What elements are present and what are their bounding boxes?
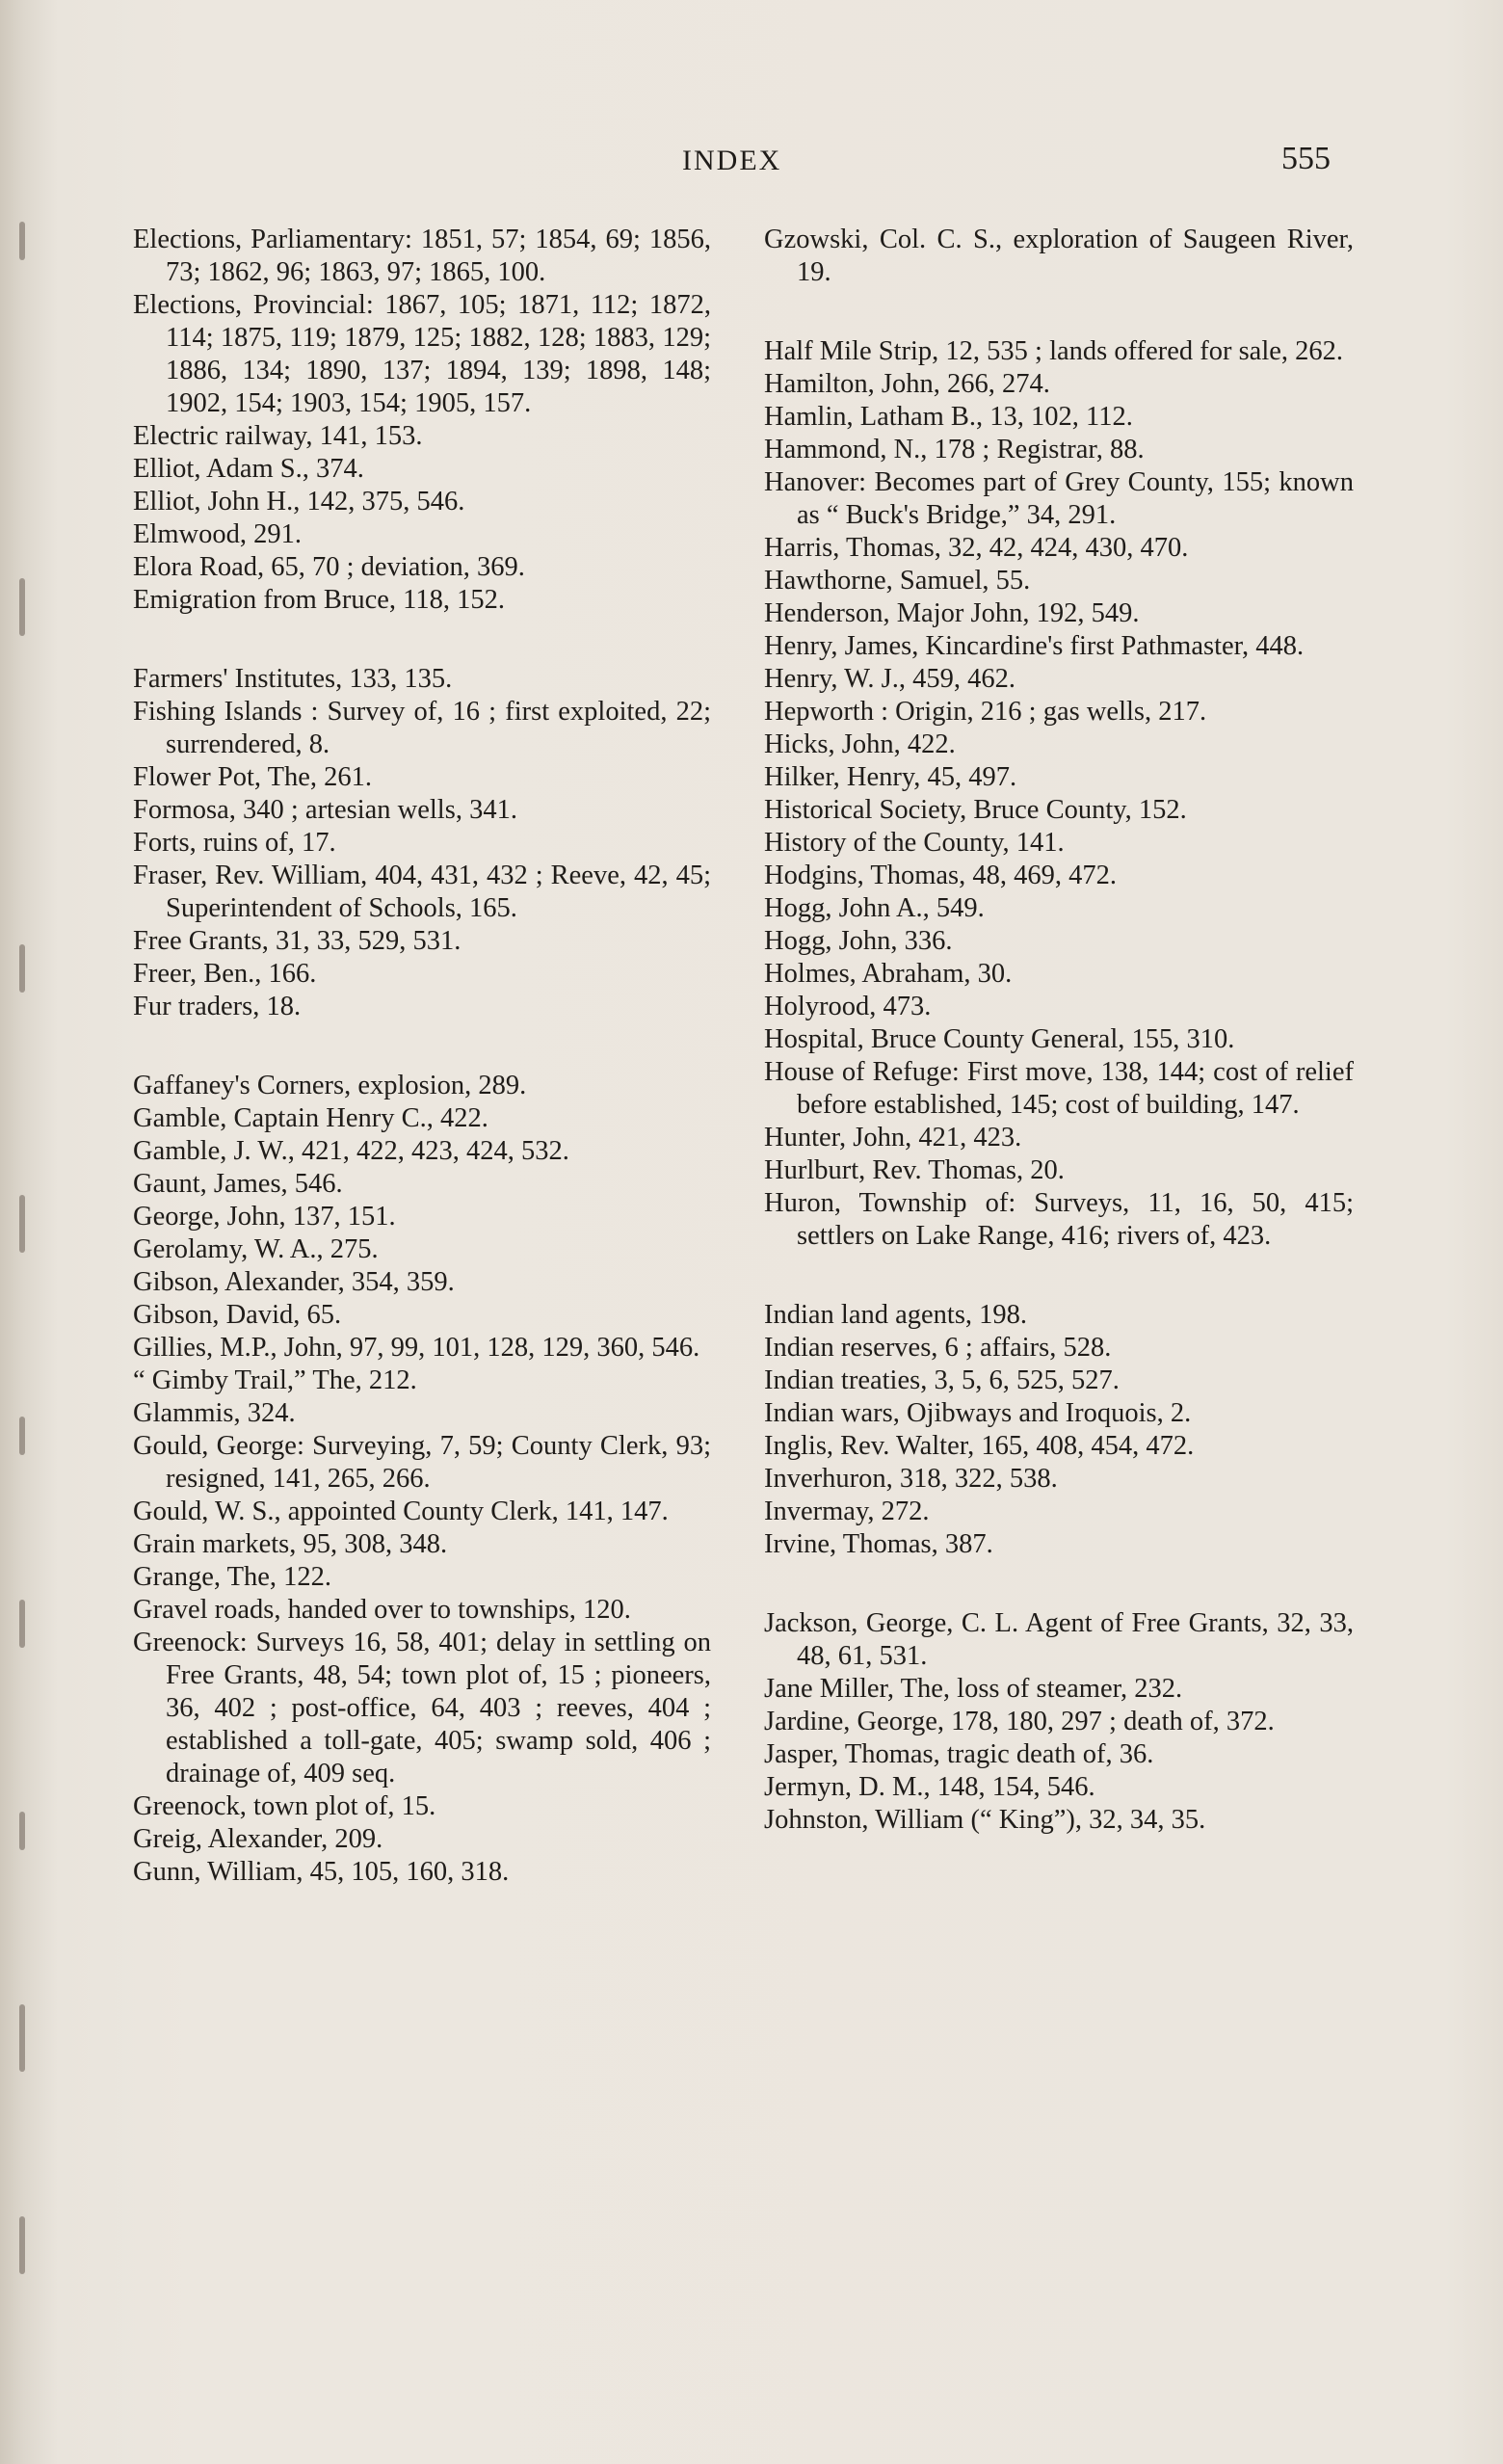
index-entry: Hunter, John, 421, 423. <box>764 1123 1022 1153</box>
index-entry: Holyrood, 473. <box>764 992 932 1021</box>
index-entry: Hurlburt, Rev. Thomas, 20. <box>764 1155 1065 1185</box>
index-entry: Fraser, Rev. William, 404, 431, 432 ; Reeve, 42, 45; Superintendent of Schools, 165. <box>133 861 711 923</box>
index-entry: Grange, The, 122. <box>133 1562 332 1592</box>
index-entry: Hamlin, Latham B., 13, 102, 112. <box>764 402 1133 432</box>
index-entry: Indian wars, Ojibways and Iroquois, 2. <box>764 1398 1192 1428</box>
index-entry: Emigration from Bruce, 118, 152. <box>133 585 505 615</box>
index-entry: Half Mile Strip, 12, 535 ; lands offered for sale, 262. <box>764 336 1344 366</box>
index-entry: Fur traders, 18. <box>133 992 302 1021</box>
index-entry: Jasper, Thomas, tragic death of, 36. <box>764 1739 1154 1769</box>
section-gap <box>133 617 711 663</box>
running-head <box>0 141 1503 183</box>
index-entry: Hilker, Henry, 45, 497. <box>764 762 1017 792</box>
index-entry: Gaunt, James, 546. <box>133 1169 343 1199</box>
index-column-left <box>133 224 711 1889</box>
index-entry: Gravel roads, handed over to townships, 120. <box>133 1595 631 1625</box>
section-gap <box>764 1253 1354 1299</box>
index-entry: Glammis, 324. <box>133 1398 296 1428</box>
index-entry: Flower Pot, The, 261. <box>133 762 373 792</box>
index-entry: Greig, Alexander, 209. <box>133 1824 383 1854</box>
index-entry: Gaffaney's Corners, explosion, 289. <box>133 1071 527 1100</box>
index-entry: Elliot, John H., 142, 375, 546. <box>133 487 465 517</box>
index-entry: Harris, Thomas, 32, 42, 424, 430, 470. <box>764 533 1189 563</box>
index-entry: Jermyn, D. M., 148, 154, 546. <box>764 1772 1095 1802</box>
index-entry: Grain markets, 95, 308, 348. <box>133 1529 448 1559</box>
index-entry: Forts, ruins of, 17. <box>133 828 336 858</box>
index-entry: Fishing Islands : Survey of, 16 ; first exploited, 22; surrendered, 8. <box>133 697 711 759</box>
index-entry: Hanover: Becomes part of Grey County, 155; known as “ Buck's Bridge,” 34, 291. <box>764 467 1354 530</box>
page-title: INDEX <box>682 145 782 176</box>
index-entry: Electric railway, 141, 153. <box>133 421 423 451</box>
index-column-right <box>764 224 1354 1837</box>
page-number: 555 <box>1281 141 1331 176</box>
index-entry: Johnston, William (“ King”), 32, 34, 35. <box>764 1805 1206 1835</box>
index-entry: Indian reserves, 6 ; affairs, 528. <box>764 1333 1112 1363</box>
index-entry: Hicks, John, 422. <box>764 729 956 759</box>
index-entry: Invermay, 272. <box>764 1497 930 1526</box>
index-entry: Gould, W. S., appointed County Clerk, 141, 147. <box>133 1497 669 1526</box>
index-entry: Indian treaties, 3, 5, 6, 525, 527. <box>764 1365 1120 1395</box>
index-entry: Hammond, N., 178 ; Registrar, 88. <box>764 435 1145 464</box>
index-entry: Gillies, M.P., John, 97, 99, 101, 128, 129, 360, 546. <box>133 1333 700 1363</box>
index-entry: Gibson, David, 65. <box>133 1300 342 1330</box>
index-entry: Gerolamy, W. A., 275. <box>133 1234 379 1264</box>
index-entry: Gibson, Alexander, 354, 359. <box>133 1267 455 1297</box>
index-entry: Gunn, William, 45, 105, 160, 318. <box>133 1857 510 1887</box>
index-entry: Hospital, Bruce County General, 155, 310. <box>764 1024 1235 1054</box>
index-entry: Elliot, Adam S., 374. <box>133 454 364 484</box>
index-entry: Irvine, Thomas, 387. <box>764 1529 993 1559</box>
index-entry: History of the County, 141. <box>764 828 1065 858</box>
index-entry: Greenock, town plot of, 15. <box>133 1791 436 1821</box>
index-entry: Indian land agents, 198. <box>764 1300 1028 1330</box>
index-entry: George, John, 137, 151. <box>133 1202 396 1232</box>
index-entry: Gould, George: Surveying, 7, 59; County Clerk, 93; resigned, 141, 265, 266. <box>133 1431 711 1494</box>
index-entry: Jackson, George, C. L. Agent of Free Grants, 32, 33, 48, 61, 531. <box>764 1608 1354 1671</box>
index-entry: “ Gimby Trail,” The, 212. <box>133 1365 417 1395</box>
index-entry: Henderson, Major John, 192, 549. <box>764 598 1140 628</box>
index-entry: Free Grants, 31, 33, 529, 531. <box>133 926 461 956</box>
index-entry: Freer, Ben., 166. <box>133 959 317 989</box>
index-entry: Hogg, John, 336. <box>764 926 953 956</box>
index-entry: Inverhuron, 318, 322, 538. <box>764 1464 1058 1494</box>
binding-gutter <box>0 0 67 2464</box>
section-gap <box>764 1561 1354 1607</box>
index-entry: Formosa, 340 ; artesian wells, 341. <box>133 795 517 825</box>
index-entry: Gzowski, Col. C. S., exploration of Saugeen River, 19. <box>764 225 1354 287</box>
index-entry: Hawthorne, Samuel, 55. <box>764 566 1031 596</box>
index-entry: Hogg, John A., 549. <box>764 893 985 923</box>
index-entry: Farmers' Institutes, 133, 135. <box>133 664 453 694</box>
index-entry: Hamilton, John, 266, 274. <box>764 369 1050 399</box>
index-entry: House of Refuge: First move, 138, 144; cost of relief before established, 145; cost of building, 147. <box>764 1057 1354 1120</box>
index-entry: Greenock: Surveys 16, 58, 401; delay in settling on Free Grants, 48, 54; town plot of, 15 ; pioneers, 36, 402 ; post-office, 64, 403 ; reeves, 404 ; established a toll-gate, 405; swamp sold, 406 ; drainage of, 409 seq. <box>133 1628 711 1788</box>
index-entry: Jardine, George, 178, 180, 297 ; death of, 372. <box>764 1707 1275 1736</box>
index-entry: Historical Society, Bruce County, 152. <box>764 795 1187 825</box>
index-entry: Jane Miller, The, loss of steamer, 232. <box>764 1674 1183 1704</box>
index-entry: Hepworth : Origin, 216 ; gas wells, 217. <box>764 697 1207 727</box>
index-entry: Elora Road, 65, 70 ; deviation, 369. <box>133 552 525 582</box>
index-entry: Henry, James, Kincardine's first Pathmaster, 448. <box>764 631 1305 661</box>
index-entry: Holmes, Abraham, 30. <box>764 959 1013 989</box>
section-gap <box>133 1023 711 1070</box>
index-entry: Elections, Provincial: 1867, 105; 1871, 112; 1872, 114; 1875, 119; 1879, 125; 1882, 128; 1883, 129; 1886, 134; 1890, 137; 1894, 139; 1898, 148; 1902, 154; 1903, 154; 1905, 157. <box>133 290 711 418</box>
index-entry: Gamble, Captain Henry C., 422. <box>133 1103 488 1133</box>
index-entry: Hodgins, Thomas, 48, 469, 472. <box>764 861 1118 890</box>
section-gap <box>764 289 1354 335</box>
index-entry: Elections, Parliamentary: 1851, 57; 1854, 69; 1856, 73; 1862, 96; 1863, 97; 1865, 100. <box>133 225 711 287</box>
index-entry: Elmwood, 291. <box>133 519 302 549</box>
index-entry: Huron, Township of: Surveys, 11, 16, 50, 415; settlers on Lake Range, 416; rivers of, 423. <box>764 1188 1354 1251</box>
index-entry: Henry, W. J., 459, 462. <box>764 664 1015 694</box>
index-entry: Inglis, Rev. Walter, 165, 408, 454, 472. <box>764 1431 1195 1461</box>
index-entry: Gamble, J. W., 421, 422, 423, 424, 532. <box>133 1136 569 1166</box>
